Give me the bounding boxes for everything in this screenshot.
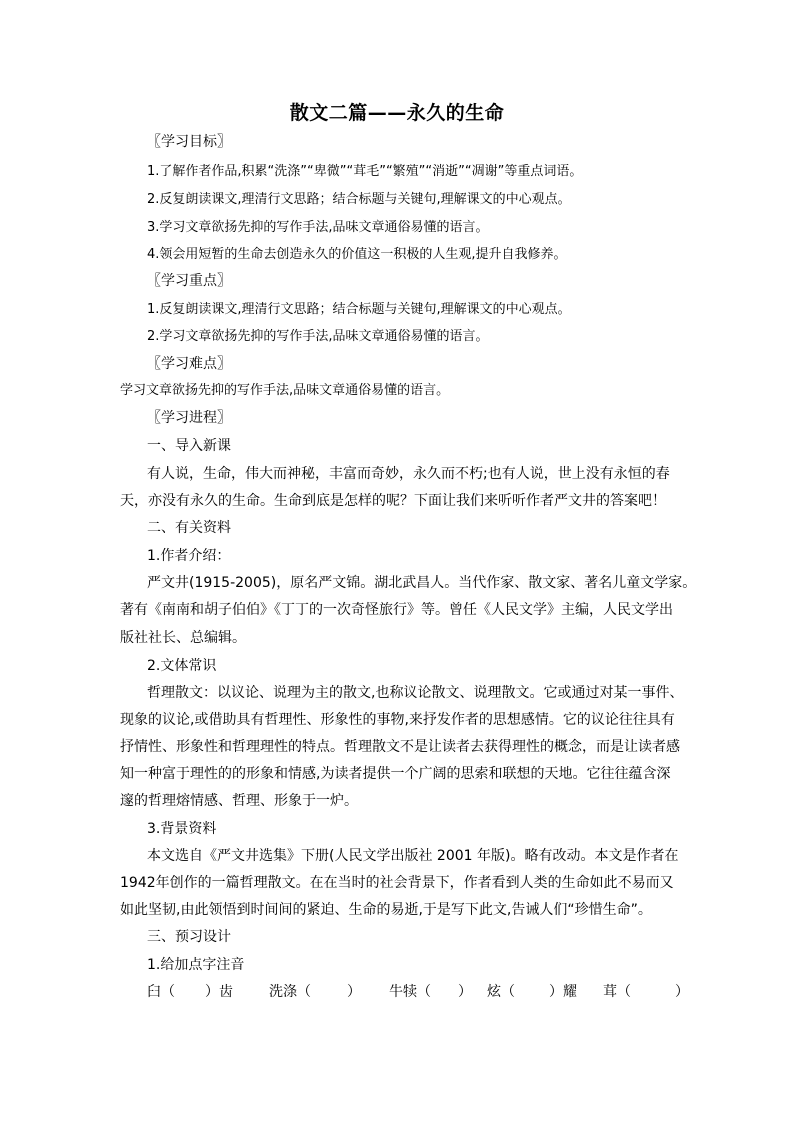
paragraph-line: 版社社长、总编辑。 — [120, 630, 246, 646]
paragraph-line: 如此坚韧,由此领悟到时间间的紧迫、生命的易逝,于是写下此文,告诫人们“珍惜生命”。 — [120, 902, 652, 918]
paragraph-line: 哲理散文：以议论、说理为主的散文,也称议论散文、说理散文。它或通过对某一事件、 — [147, 685, 684, 701]
paragraph-line: 抒情性、形象性和哲理理性的特点。哲理散文不是让读者去获得理性的概念，而是让读者感 — [120, 739, 680, 755]
key-point-2: 2.学习文章欲扬先抑的写作手法,品味文章通俗易懂的语言。 — [147, 329, 489, 344]
paragraph-line: 著有《南南和胡子伯伯》《丁丁的一次奇怪旅行》等。曾任《人民文学》主编，人民文学出 — [120, 602, 673, 618]
pinyin-item: 洗涤（ — [269, 984, 311, 1000]
pinyin-item: 牛犊（ — [389, 984, 431, 1000]
section-intro: 一、导入新课 — [147, 438, 231, 454]
paragraph-line: 邃的哲理熔情感、哲理、形象于一炉。 — [120, 793, 358, 809]
subheading-author: 1.作者介绍： — [147, 548, 231, 564]
goal-item-3: 3.学习文章欲扬先抑的写作手法,品味文章通俗易懂的语言。 — [147, 220, 489, 235]
paragraph-line: 严文井(1915-2005)，原名严文锦。湖北武昌人。当代作家、散文家、著名儿童文学家。 — [147, 575, 697, 591]
subheading-background: 3.背景资料 — [147, 821, 217, 837]
paragraph-line: 现象的议论,或借助具有哲理性、形象性的事物,来抒发作者的思想感情。它的议论往往具有 — [120, 712, 675, 728]
goal-item-4: 4.领会用短暂的生命去创造永久的价值这一积极的人生观,提升自我修养。 — [147, 247, 567, 262]
subheading-pinyin: 1.给加点字注音 — [147, 957, 245, 973]
goal-item-1: 1.了解作者作品,积累“洗涤”“卑微”“茸毛”“繁殖”“消逝”“凋谢”等重点词语。 — [147, 164, 583, 179]
heading-difficulties: 〖学习难点〗 — [147, 356, 231, 372]
paragraph-line: 本文选自《严文井选集》下册(人民文学出版社 2001 年版)。略有改动。本文是作者在 — [147, 848, 679, 864]
pinyin-item: ） — [347, 984, 361, 1000]
heading-learning-goals: 〖学习目标〗 — [147, 134, 231, 150]
pinyin-item: 臼（ — [147, 984, 175, 1000]
paragraph-line: 知一种富于理性的的形象和情感,为读者提供一个广阔的思索和联想的天地。它往往蕴含深 — [120, 766, 671, 782]
pinyin-item: ）耀 — [549, 984, 577, 1000]
section-preview: 三、预习设计 — [147, 929, 231, 945]
paragraph-line: 有人说，生命，伟大而神秘，丰富而奇妙，永久而不朽;也有人说，世上没有永恒的春 — [147, 466, 670, 482]
subheading-genre: 2.文体常识 — [147, 658, 217, 674]
paragraph-line: 天，亦没有永久的生命。生命到底是怎样的呢？下面让我们来听听作者严文井的答案吧！ — [120, 493, 666, 509]
pinyin-item: ） — [458, 984, 472, 1000]
pinyin-item: 茸（ — [603, 984, 631, 1000]
section-materials: 二、有关资料 — [147, 520, 231, 536]
difficulty-text: 学习文章欲扬先抑的写作手法,品味文章通俗易懂的语言。 — [120, 383, 450, 398]
heading-key-points: 〖学习重点〗 — [147, 273, 231, 289]
pinyin-item: ）齿 — [205, 984, 233, 1000]
key-point-1: 1.反复朗读课文,理清行文思路；结合标题与关键句,理解课文的中心观点。 — [147, 302, 571, 317]
pinyin-item: 炫（ — [487, 984, 515, 1000]
page-title: 散文二篇——永久的生命 — [289, 102, 505, 124]
pinyin-item: ） — [675, 984, 689, 1000]
paragraph-line: 1942年创作的一篇哲理散文。在在当时的社会背景下，作者看到人类的生命如此不易而又 — [120, 875, 674, 891]
heading-process: 〖学习进程〗 — [147, 410, 231, 426]
goal-item-2: 2.反复朗读课文,理清行文思路；结合标题与关键句,理解课文的中心观点。 — [147, 192, 571, 207]
